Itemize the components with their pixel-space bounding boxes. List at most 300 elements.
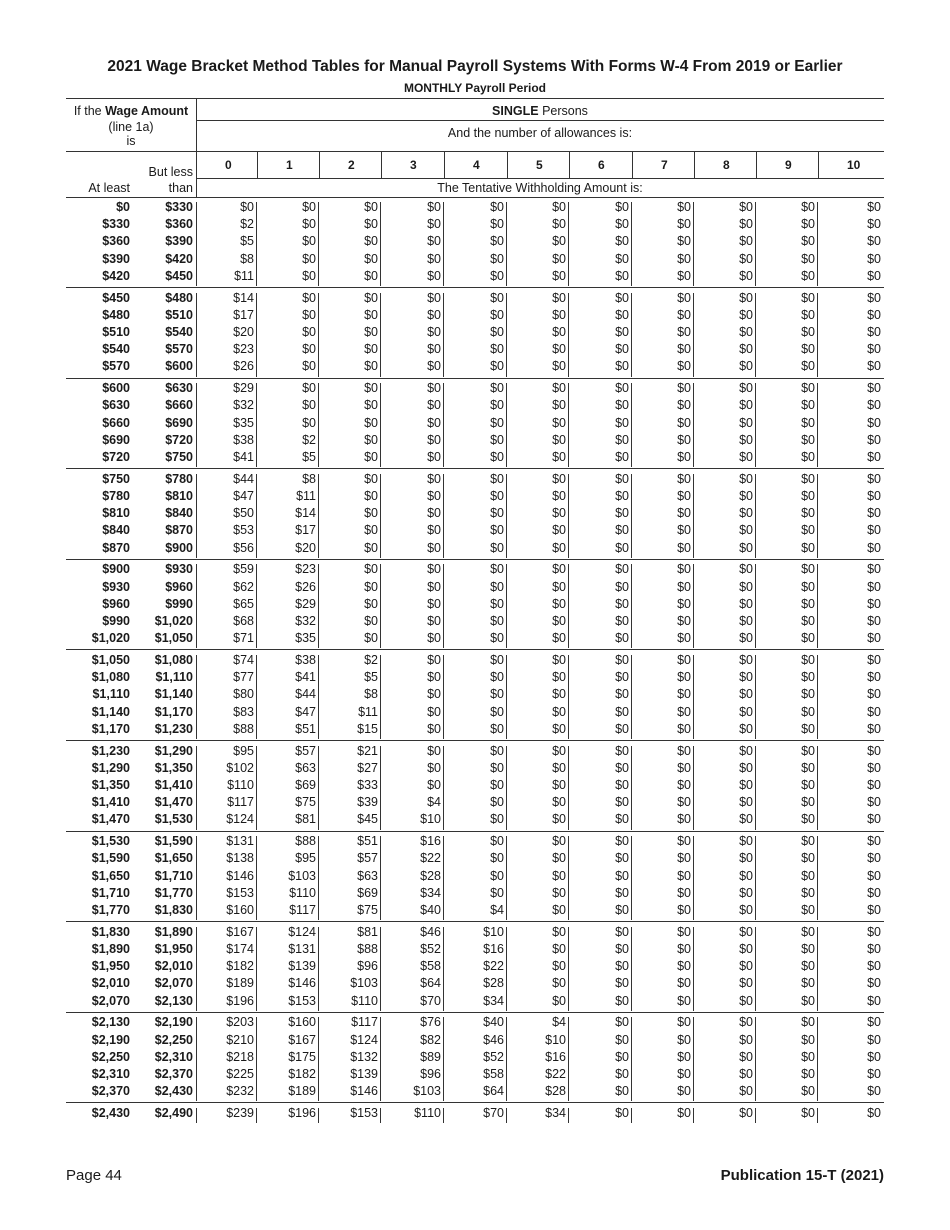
withholding-amount-cell: $0: [615, 670, 629, 685]
withholding-amount-cell: $0: [615, 200, 629, 214]
withholding-amount-cell: $0: [801, 1015, 815, 1030]
at-least-cell: $0: [116, 200, 130, 214]
withholding-amount-cell: $0: [801, 251, 815, 266]
withholding-amount-cell: $0: [739, 596, 753, 611]
at-least-cell: $390: [102, 251, 130, 266]
withholding-amount-cell: $0: [739, 687, 753, 702]
withholding-amount-cell: $0: [615, 614, 629, 628]
withholding-amount-cell: $0: [490, 562, 504, 577]
withholding-amount-cell: $32: [233, 398, 254, 413]
at-least-cell: $480: [102, 307, 130, 322]
withholding-amount-cell: $0: [801, 342, 815, 357]
withholding-amount-cell: $0: [739, 1049, 753, 1064]
withholding-amount-cell: $0: [552, 959, 566, 974]
allowances-caption: And the number of allowances is:: [447, 126, 633, 140]
at-least-cell: $1,080: [91, 670, 130, 685]
but-less-cell: $1,110: [155, 670, 193, 685]
withholding-amount-cell: $0: [801, 760, 815, 775]
withholding-amount-cell: $45: [357, 812, 378, 827]
at-least-cell: $900: [102, 562, 130, 577]
withholding-amount-cell: $102: [226, 760, 254, 775]
withholding-amount-cell: $0: [427, 489, 441, 503]
withholding-amount-cell: $0: [427, 268, 441, 283]
allowance-column-1: 1: [286, 158, 293, 172]
withholding-amount-cell: $0: [364, 217, 378, 232]
withholding-amount-cell: $0: [364, 342, 378, 357]
withholding-amount-cell: $0: [364, 268, 378, 283]
withholding-amount-cell: $0: [364, 432, 378, 447]
withholding-amount-cell: $160: [226, 903, 254, 917]
withholding-amount-cell: $0: [490, 290, 504, 305]
withholding-amount-cell: $80: [233, 687, 254, 702]
but-less-cell: $1,830: [154, 903, 193, 917]
withholding-amount-cell: $0: [739, 743, 753, 758]
withholding-amount-cell: $0: [677, 1032, 691, 1047]
allowance-column-0: 0: [225, 158, 232, 172]
withholding-amount-cell: $44: [295, 687, 316, 702]
withholding-amount-cell: $117: [289, 903, 316, 917]
withholding-amount-cell: $0: [867, 942, 881, 956]
at-least-cell: $1,290: [91, 760, 130, 775]
withholding-amount-cell: $0: [302, 325, 316, 339]
but-less-cell: $570: [165, 342, 193, 357]
withholding-amount-cell: $0: [490, 268, 504, 283]
withholding-amount-cell: $0: [739, 614, 753, 628]
withholding-amount-cell: $0: [427, 760, 441, 775]
withholding-amount-cell: $29: [233, 381, 254, 396]
withholding-amount-cell: $110: [289, 885, 316, 900]
column-number-rule: [196, 178, 884, 179]
withholding-amount-cell: $0: [552, 795, 566, 810]
withholding-amount-cell: $16: [420, 834, 441, 849]
withholding-amount-cell: $0: [867, 993, 881, 1008]
withholding-amount-cell: $0: [677, 342, 691, 357]
withholding-amount-cell: $0: [427, 342, 441, 357]
withholding-amount-cell: $0: [302, 200, 316, 214]
withholding-amount-cell: $5: [364, 670, 378, 685]
withholding-amount-cell: $0: [739, 704, 753, 719]
withholding-amount-cell: $0: [801, 450, 815, 464]
withholding-amount-cell: $58: [483, 1067, 504, 1081]
but-less-cell: $1,230: [154, 721, 193, 736]
column-header-divider: [507, 151, 508, 178]
withholding-amount-cell: $77: [233, 670, 254, 685]
page-number: Page 44: [66, 1167, 122, 1184]
but-less-cell: $1,170: [154, 704, 193, 719]
but-less-cell: $420: [165, 251, 193, 266]
withholding-amount-cell: $160: [288, 1015, 316, 1030]
withholding-amount-cell: $0: [801, 653, 815, 667]
allowance-column-8: 8: [723, 158, 730, 172]
header-top-rule: [66, 98, 884, 99]
withholding-amount-cell: $0: [739, 562, 753, 577]
withholding-amount-cell: $0: [364, 234, 378, 249]
withholding-amount-cell: $0: [677, 432, 691, 447]
column-header-divider: [381, 151, 382, 178]
withholding-amount-cell: $0: [427, 614, 441, 628]
withholding-amount-cell: $51: [295, 721, 316, 736]
withholding-amount-cell: $0: [867, 812, 881, 827]
withholding-amount-cell: $0: [427, 631, 441, 646]
withholding-amount-cell: $96: [357, 959, 378, 974]
at-least-cell: $1,830: [91, 924, 130, 939]
withholding-amount-cell: $0: [739, 342, 753, 357]
withholding-amount-cell: $83: [233, 704, 254, 719]
tentative-caption: The Tentative Withholding Amount is:: [437, 181, 643, 195]
withholding-amount-cell: $0: [240, 200, 254, 214]
at-least-cell: $720: [102, 450, 130, 464]
withholding-amount-cell: $0: [739, 217, 753, 232]
withholding-amount-cell: $22: [483, 959, 504, 974]
withholding-amount-cell: $0: [552, 398, 566, 413]
withholding-amount-cell: $0: [490, 489, 504, 503]
withholding-amount-cell: $0: [739, 200, 753, 214]
withholding-amount-cell: $63: [295, 760, 316, 775]
withholding-amount-cell: $0: [677, 885, 691, 900]
at-least-cell: $1,170: [91, 721, 130, 736]
at-least-cell: $660: [102, 415, 130, 430]
at-least-cell: $2,070: [91, 993, 130, 1008]
withholding-amount-cell: $110: [414, 1106, 441, 1120]
withholding-amount-cell: $0: [364, 450, 378, 464]
withholding-amount-cell: $10: [483, 924, 504, 939]
withholding-amount-cell: $0: [801, 506, 815, 521]
withholding-amount-cell: $0: [615, 868, 629, 883]
withholding-amount-cell: $0: [801, 868, 815, 883]
at-least-cell: $750: [102, 471, 130, 486]
group-divider: [66, 831, 884, 832]
withholding-amount-cell: $0: [302, 307, 316, 322]
withholding-amount-cell: $0: [364, 359, 378, 374]
withholding-amount-cell: $59: [233, 562, 254, 577]
at-least-cell: $690: [102, 432, 130, 447]
withholding-amount-cell: $0: [552, 903, 566, 917]
withholding-amount-cell: $124: [350, 1032, 378, 1047]
withholding-amount-cell: $0: [427, 506, 441, 521]
withholding-amount-cell: $96: [420, 1067, 441, 1081]
withholding-amount-cell: $71: [233, 631, 254, 646]
withholding-amount-cell: $0: [867, 743, 881, 758]
line-reference: (line 1a): [108, 120, 154, 134]
but-less-cell: $1,050: [154, 631, 193, 646]
at-least-cell: $780: [102, 489, 130, 503]
withholding-amount-cell: $0: [739, 924, 753, 939]
withholding-amount-cell: $0: [615, 1084, 629, 1099]
withholding-amount-cell: $56: [233, 540, 254, 555]
withholding-amount-cell: $38: [233, 432, 254, 447]
withholding-amount-cell: $0: [552, 993, 566, 1008]
withholding-amount-cell: $0: [615, 381, 629, 396]
withholding-amount-cell: $0: [801, 234, 815, 249]
withholding-amount-cell: $0: [427, 653, 441, 667]
withholding-amount-cell: $0: [867, 359, 881, 374]
withholding-amount-cell: $0: [801, 562, 815, 577]
withholding-amount-cell: $0: [615, 1049, 629, 1064]
withholding-amount-cell: $0: [801, 851, 815, 866]
withholding-amount-cell: $0: [552, 743, 566, 758]
withholding-amount-cell: $131: [226, 834, 254, 849]
withholding-amount-cell: $4: [552, 1015, 566, 1030]
withholding-amount-cell: $0: [427, 415, 441, 430]
withholding-amount-cell: $0: [801, 924, 815, 939]
but-less-cell: $600: [165, 359, 193, 374]
withholding-amount-cell: $0: [490, 217, 504, 232]
column-header-divider: [444, 151, 445, 178]
withholding-amount-cell: $0: [677, 234, 691, 249]
withholding-amount-cell: $153: [226, 885, 254, 900]
withholding-amount-cell: $0: [615, 307, 629, 322]
at-least-cell: $1,530: [91, 834, 130, 849]
withholding-amount-cell: $0: [552, 614, 566, 628]
but-less-cell: $750: [165, 450, 193, 464]
withholding-amount-cell: $0: [364, 381, 378, 396]
at-least-cell: $870: [102, 540, 130, 555]
payroll-period-subtitle: MONTHLY Payroll Period: [403, 81, 547, 95]
withholding-amount-cell: $0: [427, 398, 441, 413]
withholding-amount-cell: $0: [615, 795, 629, 810]
withholding-amount-cell: $0: [552, 812, 566, 827]
withholding-amount-cell: $0: [552, 307, 566, 322]
withholding-amount-cell: $0: [615, 398, 629, 413]
withholding-amount-cell: $0: [364, 251, 378, 266]
withholding-amount-cell: $0: [677, 1106, 691, 1120]
withholding-amount-cell: $0: [615, 976, 629, 991]
withholding-amount-cell: $0: [364, 540, 378, 555]
withholding-amount-cell: $0: [677, 398, 691, 413]
withholding-amount-cell: $0: [867, 217, 881, 232]
group-divider: [66, 468, 884, 469]
withholding-amount-cell: $0: [867, 342, 881, 357]
withholding-amount-cell: $0: [867, 1106, 881, 1120]
withholding-amount-cell: $0: [552, 885, 566, 900]
withholding-amount-cell: $103: [288, 868, 316, 883]
allowance-column-5: 5: [536, 158, 543, 172]
withholding-amount-cell: $0: [677, 200, 691, 214]
withholding-amount-cell: $0: [801, 812, 815, 827]
withholding-amount-cell: $14: [295, 506, 316, 521]
group-divider: [66, 740, 884, 741]
at-least-cell: $810: [102, 506, 130, 521]
at-least-cell: $1,770: [91, 903, 130, 917]
withholding-amount-cell: $0: [739, 579, 753, 594]
at-least-cell: $1,110: [92, 687, 130, 702]
at-least-cell: $2,370: [91, 1084, 130, 1099]
withholding-amount-cell: $0: [867, 670, 881, 685]
withholding-amount-cell: $0: [490, 778, 504, 792]
withholding-amount-cell: $20: [295, 540, 316, 555]
at-least-cell: $630: [102, 398, 130, 413]
withholding-amount-cell: $65: [233, 596, 254, 611]
withholding-amount-cell: $0: [615, 450, 629, 464]
withholding-amount-cell: $0: [364, 307, 378, 322]
withholding-amount-cell: $2: [364, 653, 378, 667]
withholding-amount-cell: $0: [490, 523, 504, 538]
withholding-amount-cell: $0: [615, 851, 629, 866]
withholding-amount-cell: $0: [615, 1106, 629, 1120]
publication-label: Publication 15-T (2021): [720, 1167, 884, 1184]
withholding-amount-cell: $0: [490, 415, 504, 430]
withholding-amount-cell: $5: [302, 450, 316, 464]
but-less-cell: $2,370: [154, 1067, 193, 1081]
withholding-amount-cell: $0: [867, 795, 881, 810]
withholding-amount-cell: $0: [490, 653, 504, 667]
withholding-amount-cell: $44: [233, 471, 254, 486]
withholding-amount-cell: $0: [867, 489, 881, 503]
but-less-cell: $480: [165, 290, 193, 305]
but-less-cell: $2,190: [154, 1015, 193, 1030]
withholding-amount-cell: $0: [552, 579, 566, 594]
withholding-amount-cell: $0: [490, 614, 504, 628]
withholding-amount-cell: $52: [483, 1049, 504, 1064]
withholding-amount-cell: $0: [867, 450, 881, 464]
at-least-cell: $1,020: [91, 631, 130, 646]
withholding-amount-cell: $0: [302, 290, 316, 305]
withholding-amount-cell: $0: [490, 381, 504, 396]
withholding-amount-cell: $0: [739, 450, 753, 464]
withholding-amount-cell: $0: [615, 432, 629, 447]
withholding-amount-cell: $8: [302, 471, 316, 486]
withholding-amount-cell: $0: [615, 760, 629, 775]
withholding-amount-cell: $0: [867, 1015, 881, 1030]
at-least-cell: $1,230: [91, 743, 130, 758]
withholding-amount-cell: $82: [420, 1032, 441, 1047]
withholding-amount-cell: $0: [739, 1106, 753, 1120]
withholding-amount-cell: $33: [357, 778, 378, 792]
withholding-amount-cell: $0: [739, 1015, 753, 1030]
withholding-amount-cell: $0: [867, 653, 881, 667]
withholding-amount-cell: $225: [226, 1067, 254, 1081]
withholding-amount-cell: $74: [233, 653, 254, 667]
withholding-amount-cell: $0: [490, 670, 504, 685]
withholding-amount-cell: $0: [801, 415, 815, 430]
withholding-amount-cell: $10: [420, 812, 441, 827]
withholding-amount-cell: $0: [867, 721, 881, 736]
withholding-amount-cell: $0: [427, 234, 441, 249]
withholding-amount-cell: $0: [801, 200, 815, 214]
at-least-cell: $2,190: [91, 1032, 130, 1047]
withholding-amount-cell: $0: [615, 959, 629, 974]
withholding-amount-cell: $0: [739, 885, 753, 900]
at-least-cell: $930: [102, 579, 130, 594]
withholding-amount-cell: $0: [801, 795, 815, 810]
but-less-cell: $690: [165, 415, 193, 430]
withholding-amount-cell: $40: [483, 1015, 504, 1030]
withholding-amount-cell: $0: [739, 523, 753, 538]
at-least-cell: $1,350: [91, 778, 130, 792]
withholding-amount-cell: $110: [351, 993, 378, 1008]
withholding-amount-cell: $0: [615, 903, 629, 917]
withholding-amount-cell: $0: [801, 976, 815, 991]
withholding-amount-cell: $174: [226, 942, 254, 956]
column-header-divider: [319, 151, 320, 178]
withholding-amount-cell: $0: [677, 993, 691, 1008]
withholding-amount-cell: $0: [615, 562, 629, 577]
withholding-amount-cell: $0: [677, 217, 691, 232]
withholding-amount-cell: $0: [615, 234, 629, 249]
withholding-amount-cell: $0: [801, 359, 815, 374]
but-less-cell: $1,590: [154, 834, 193, 849]
withholding-amount-cell: $75: [357, 903, 378, 917]
withholding-amount-cell: $0: [739, 234, 753, 249]
withholding-amount-cell: $0: [302, 398, 316, 413]
withholding-amount-cell: $0: [490, 868, 504, 883]
withholding-amount-cell: $88: [357, 942, 378, 956]
withholding-amount-cell: $51: [357, 834, 378, 849]
withholding-amount-cell: $0: [867, 1032, 881, 1047]
withholding-amount-cell: $0: [552, 450, 566, 464]
withholding-amount-cell: $0: [615, 993, 629, 1008]
withholding-amount-cell: $0: [615, 325, 629, 339]
withholding-amount-cell: $0: [739, 506, 753, 521]
withholding-amount-cell: $0: [867, 432, 881, 447]
withholding-amount-cell: $34: [545, 1106, 566, 1120]
withholding-amount-cell: $81: [357, 924, 378, 939]
allowance-column-9: 9: [785, 158, 792, 172]
withholding-amount-cell: $0: [739, 868, 753, 883]
withholding-amount-cell: $0: [739, 268, 753, 283]
withholding-amount-cell: $0: [867, 704, 881, 719]
withholding-amount-cell: $0: [615, 631, 629, 646]
but-less-cell: $1,890: [154, 924, 193, 939]
withholding-amount-cell: $70: [420, 993, 441, 1008]
but-less-cell: $990: [165, 596, 193, 611]
withholding-amount-cell: $17: [233, 307, 254, 322]
at-least-cell: $1,590: [91, 851, 130, 866]
withholding-amount-cell: $10: [545, 1032, 566, 1047]
withholding-amount-cell: $2: [302, 432, 316, 447]
but-less-cell: $1,770: [154, 885, 193, 900]
withholding-amount-cell: $16: [545, 1049, 566, 1064]
withholding-amount-cell: $0: [364, 471, 378, 486]
withholding-amount-cell: $0: [739, 903, 753, 917]
withholding-amount-cell: $124: [288, 924, 316, 939]
but-less-cell: $720: [165, 432, 193, 447]
withholding-amount-cell: $0: [801, 1032, 815, 1047]
withholding-amount-cell: $0: [677, 596, 691, 611]
withholding-amount-cell: $0: [677, 778, 691, 792]
withholding-amount-cell: $131: [288, 942, 316, 956]
withholding-amount-cell: $0: [739, 290, 753, 305]
withholding-amount-cell: $0: [490, 307, 504, 322]
but-less-cell: $2,070: [154, 976, 193, 991]
withholding-amount-cell: $0: [490, 851, 504, 866]
withholding-amount-cell: $0: [490, 631, 504, 646]
withholding-amount-cell: $0: [427, 743, 441, 758]
withholding-amount-cell: $89: [420, 1049, 441, 1064]
but-less-cell: $1,410: [154, 778, 193, 792]
but-less-cell: $360: [165, 217, 193, 232]
withholding-amount-cell: $0: [364, 614, 378, 628]
withholding-amount-cell: $0: [552, 778, 566, 792]
at-least-cell: $330: [102, 217, 130, 232]
withholding-amount-cell: $4: [427, 795, 441, 810]
withholding-amount-cell: $117: [351, 1015, 378, 1030]
withholding-amount-cell: $0: [427, 687, 441, 702]
withholding-amount-cell: $0: [615, 217, 629, 232]
withholding-amount-cell: $0: [801, 1106, 815, 1120]
group-divider: [66, 559, 884, 560]
withholding-amount-cell: $0: [677, 851, 691, 866]
withholding-amount-cell: $0: [552, 290, 566, 305]
withholding-amount-cell: $0: [867, 506, 881, 521]
at-least-cell: $2,250: [91, 1049, 130, 1064]
withholding-amount-cell: $0: [302, 359, 316, 374]
withholding-amount-cell: $0: [552, 506, 566, 521]
at-least-cell: $2,310: [91, 1067, 130, 1081]
withholding-amount-cell: $0: [427, 325, 441, 339]
wage-amount-heading: [66, 104, 196, 118]
withholding-amount-cell: $0: [739, 307, 753, 322]
